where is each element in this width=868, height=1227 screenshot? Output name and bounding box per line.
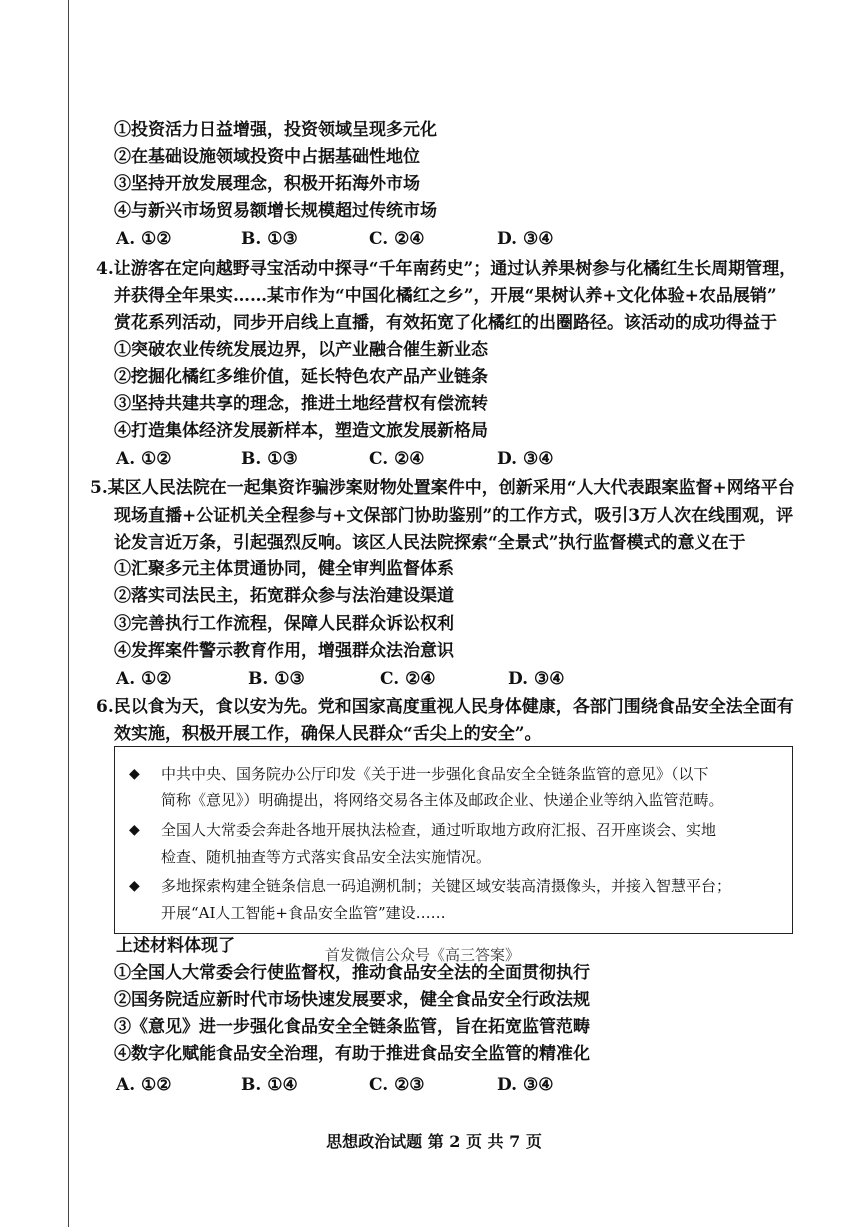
page-footer: 思想政治试题 第 2 页 共 7 页 (326, 1132, 542, 1151)
q3-option-b: B. ①③ (241, 229, 298, 249)
q5-stem-line-3: 论发言近万条，引起强烈反响。该区人民法院探索“全景式”执行监督模式的意义在于 (114, 533, 746, 553)
material-2-line-2: 检查、随机抽查等方式落实食品安全法实施情况。 (161, 848, 492, 866)
material-bullet-2: ◆ (129, 822, 140, 838)
q6-option-c: C. ②③ (369, 1075, 425, 1095)
q5-option-c: C. ②④ (380, 669, 436, 689)
q4-stem-line-3: 赏花系列活动，同步开启线上直播，有效拓宽了化橘红的出圈路径。该活动的成功得益于 (114, 313, 777, 333)
q6-prompt: 上述材料体现了 (116, 936, 235, 956)
q5-statement-2: ②落实司法民主，拓宽群众参与法治建设渠道 (114, 586, 454, 606)
material-box (114, 746, 793, 934)
q6-statement-2: ②国务院适应新时代市场快速发展要求，健全食品安全行政法规 (114, 990, 590, 1010)
material-bullet-3: ◆ (129, 878, 140, 894)
q5-statement-4: ④发挥案件警示教育作用，增强群众法治意识 (114, 641, 454, 661)
q4-option-a: A. ①② (116, 449, 172, 469)
q6-option-b: B. ①④ (241, 1075, 298, 1095)
material-1-line-2: 简称《意见》）明确提出，将网络交易各主体及邮政企业、快递企业等纳入监管范畴。 (161, 791, 724, 809)
material-3-line-2: 开展“AI人工智能+食品安全监管”建设…… (161, 904, 446, 922)
q5-statement-3: ③完善执行工作流程，保障人民群众诉讼权利 (114, 614, 454, 634)
q6-option-a: A. ①② (116, 1075, 172, 1095)
q3-option-d: D. ③④ (497, 229, 554, 249)
q3-option-a: A. ①② (116, 229, 172, 249)
q3-option-c: C. ②④ (369, 229, 425, 249)
q6-option-d: D. ③④ (497, 1075, 554, 1095)
q6-statement-1: ①全国人大常委会行使监督权，推动食品安全法的全面贯彻执行 (114, 963, 590, 983)
q4-statement-2: ②挖掘化橘红多维价值，延长特色农产品产业链条 (114, 367, 488, 387)
q5-stem-line-1: 5.某区人民法院在一起集资诈骗涉案财物处置案件中，创新采用“人大代表跟案监督+网络平台 (90, 478, 795, 498)
q3-statement-3: ③坚持开放发展理念，积极开拓海外市场 (114, 174, 420, 194)
q3-statement-1: ①投资活力日益增强，投资领域呈现多元化 (114, 120, 437, 140)
q6-statement-3: ③《意见》进一步强化食品安全全链条监管，旨在拓宽监管范畴 (114, 1017, 590, 1037)
material-3-line-1: 多地探索构建全链条信息一码追溯机制；关键区域安装高清摄像头，并接入智慧平台； (161, 877, 732, 895)
binding-margin-line (68, 0, 69, 1227)
q4-option-b: B. ①③ (241, 449, 298, 469)
q5-option-d: D. ③④ (508, 669, 565, 689)
q6-stem-line-2: 效实施，积极开展工作，确保人民群众“舌尖上的安全”。 (114, 724, 542, 744)
material-bullet-1: ◆ (129, 766, 140, 782)
q4-statement-3: ③坚持共建共享的理念，推进土地经营权有偿流转 (114, 394, 488, 414)
q5-option-a: A. ①② (116, 669, 172, 689)
q6-stem-line-1: 6.民以食为天，食以安为先。党和国家高度重视人民身体健康，各部门围绕食品安全法全面有 (96, 697, 794, 717)
q6-statement-4: ④数字化赋能食品安全治理，有助于推进食品安全监管的精准化 (114, 1044, 590, 1064)
q4-option-c: C. ②④ (369, 449, 425, 469)
q3-statement-4: ④与新兴市场贸易额增长规模超过传统市场 (114, 201, 437, 221)
q4-option-d: D. ③④ (497, 449, 554, 469)
q3-statement-2: ②在基础设施领域投资中占据基础性地位 (114, 147, 420, 167)
q4-statement-1: ①突破农业传统发展边界，以产业融合催生新业态 (114, 340, 488, 360)
q4-stem-line-1: 4.让游客在定向越野寻宝活动中探寻“千年南药史”；通过认养果树参与化橘红生长周期管理， (96, 259, 797, 279)
watermark-text: 首发微信公众号《高三答案》 (325, 946, 521, 964)
q5-option-b: B. ①③ (248, 669, 305, 689)
material-1-line-1: 中共中央、国务院办公厅印发《关于进一步强化食品安全全链条监管的意见》（以下 (161, 765, 709, 783)
q4-stem-line-2: 并获得全年果实……某市作为“中国化橘红之乡”，开展“果树认养+文化体验+农品展销” (114, 286, 777, 306)
q5-stem-line-2: 现场直播+公证机关全程参与+文保部门协助鉴别”的工作方式，吸引3万人次在线围观，评 (114, 506, 794, 526)
q5-statement-1: ①汇聚多元主体贯通协同，健全审判监督体系 (114, 559, 454, 579)
q4-statement-4: ④打造集体经济发展新样本，塑造文旅发展新格局 (114, 421, 488, 441)
material-2-line-1: 全国人大常委会奔赴各地开展执法检查，通过听取地方政府汇报、召开座谈会、实地 (161, 821, 717, 839)
